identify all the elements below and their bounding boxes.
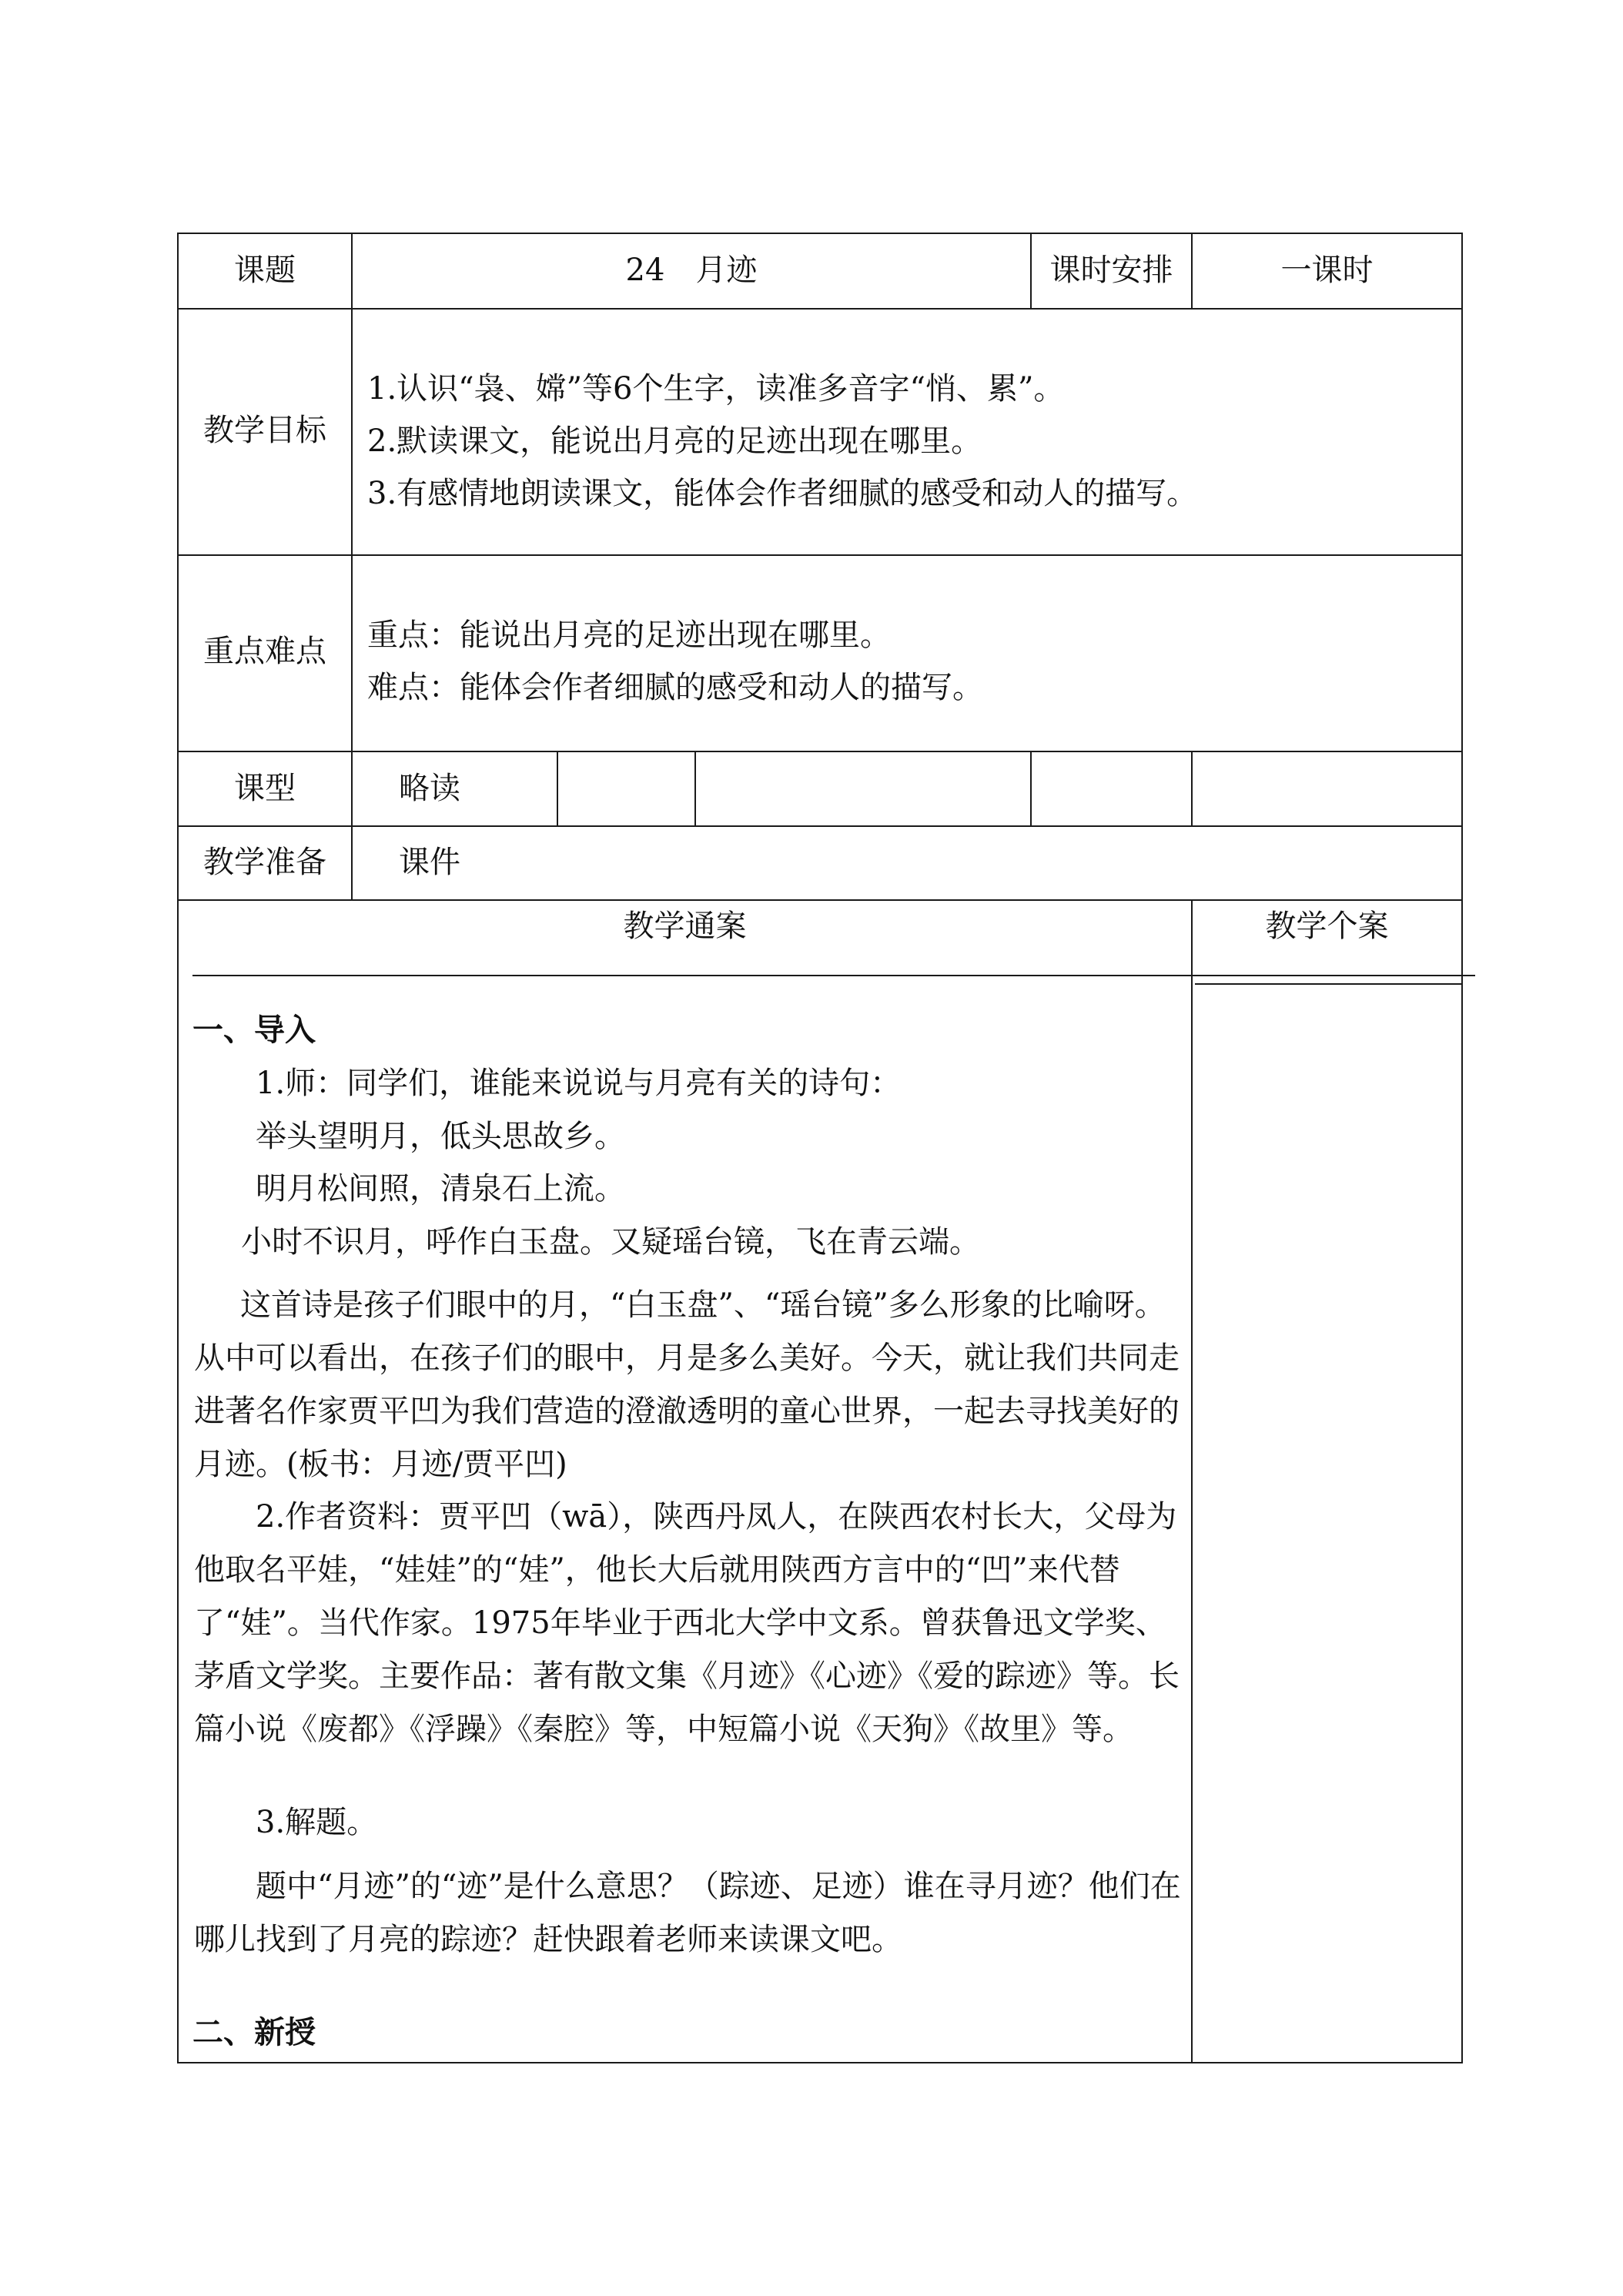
key-point-item: 重点：能说出月亮的足迹出现在哪里。 — [367, 618, 891, 653]
topic-label: 课题 — [234, 253, 296, 288]
goal-item: 2.默读课文，能说出月亮的足迹出现在哪里。 — [367, 423, 982, 459]
individual-plan-label: 教学个案 — [1265, 909, 1389, 944]
row-divider — [177, 751, 1463, 752]
row-divider — [177, 554, 1463, 556]
column-divider — [1030, 751, 1032, 827]
key-point-item: 难点：能体会作者细腻的感受和动人的描写。 — [367, 670, 983, 705]
common-plan-label: 教学通案 — [623, 909, 747, 944]
plan-paragraph: 题中“月迹”的“迹”是什么意思？（踪迹、足迹）谁在寻月迹？他们在哪儿找到了月亮的踪迹？赶快跟着老师来读课文吧。 — [194, 1869, 1181, 1957]
key-points-label: 重点难点 — [203, 634, 326, 669]
goals-label: 教学目标 — [203, 413, 326, 448]
table-border-left — [177, 233, 179, 2063]
goal-item: 1.认识“袅、嫦”等6个生字，读准多音字“悄、累”。 — [367, 371, 1065, 407]
goal-item: 3.有感情地朗读课文，能体会作者细腻的感受和动人的描写。 — [367, 476, 1198, 511]
section-title: 二、新授 — [192, 2014, 316, 2050]
schedule-value: 一课时 — [1280, 253, 1374, 288]
section-title: 一、导入 — [192, 1012, 316, 1048]
plan-paragraph: 1.师：同学们，谁能来说说与月亮有关的诗句： — [256, 1066, 902, 1101]
table-border-top — [177, 233, 1463, 234]
schedule-label: 课时安排 — [1049, 253, 1173, 288]
table-border-right — [1461, 233, 1463, 2063]
poem-line: 举头望明月，低头思故乡。 — [256, 1119, 625, 1154]
plan-paragraph: 2.作者资料：贾平凹（wā），陕西丹凤人，在陕西农村长大，父母为他取名平娃，“娃娃”的“娃”，他长大后就用陕西方言中的“凹”来代替了“娃”。当代作家。1975年毕业于西北大学中文系。曾获鲁迅文学奖、茅盾文学奖。主要作品：著有散文集《月迹》《心迹》《爱的踪迹》等。长篇小说《废都》《浮躁》《秦腔》等，中短篇小说《天狗》《故里》等。 — [194, 1499, 1180, 1747]
topic-value: 24 月迹 — [625, 253, 758, 288]
label-column-divider — [351, 233, 353, 901]
table-border-bottom — [177, 2062, 1463, 2063]
plan-header-divider — [192, 975, 1475, 976]
poem-line: 明月松间照，清泉石上流。 — [256, 1171, 625, 1207]
preparation-value: 课件 — [399, 845, 460, 880]
poem-line: 小时不识月，呼作白玉盘。又疑瑶台镜，飞在青云端。 — [241, 1224, 980, 1260]
plan-paragraph: 这首诗是孩子们眼中的月，“白玉盘”、“瑶台镜”多么形象的比喻呀。从中可以看出，在孩子们的眼中，月是多么美好。今天，就让我们共同走进著名作家贾平凹为我们营造的澄澈透明的童心世界，一起去寻找美好的月迹。(板书：月迹/贾平凹) — [194, 1287, 1180, 1482]
individual-column-divider — [1195, 983, 1463, 985]
lesson-type-label: 课型 — [234, 771, 296, 806]
row-divider — [177, 899, 1463, 901]
plan-paragraph: 3.解题。 — [256, 1805, 378, 1840]
column-divider — [1191, 751, 1193, 827]
plan-column-divider — [1191, 899, 1193, 2063]
row-divider — [177, 308, 1463, 310]
column-divider — [694, 751, 696, 827]
column-divider — [557, 751, 558, 827]
lesson-type-value: 略读 — [399, 771, 460, 806]
row-divider — [177, 825, 1463, 827]
preparation-label: 教学准备 — [203, 845, 326, 880]
